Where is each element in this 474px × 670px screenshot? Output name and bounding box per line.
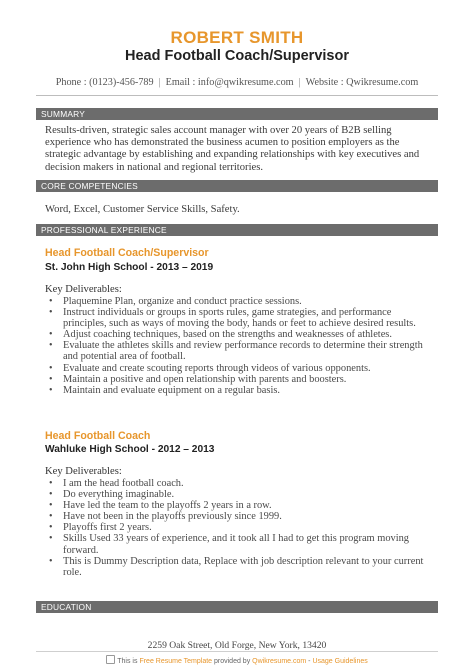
summary-heading: SUMMARY <box>36 108 438 120</box>
bullet-icon: • <box>49 478 53 489</box>
job-2-title: Head Football Coach <box>45 430 151 442</box>
bullet-icon: • <box>49 340 53 352</box>
list-item: • Playoffs first 2 years. <box>49 522 152 534</box>
bullet-icon: • <box>49 373 53 385</box>
bullet-icon: • <box>49 329 53 341</box>
qwikresume-link[interactable]: Qwikresume.com <box>252 658 307 665</box>
list-item: • Instruct individuals or groups in sports rules, game strategies, and performance principles, such as ways of moving the body, hands or feet to achieve desired results. <box>49 307 416 330</box>
job-2-deliverables-list <box>45 478 435 578</box>
list-item: • Adjust coaching techniques, based on the strengths and weaknesses of athletes. <box>49 329 392 341</box>
footer-links: This is Free Resume Template provided by Qwikresume.com - Usage Guidelines <box>0 655 474 665</box>
footer-divider <box>36 651 438 652</box>
website-text: Website : Qwikresume.com <box>305 77 419 88</box>
bullet-icon: • <box>49 533 53 545</box>
bullet-icon: • <box>49 555 53 567</box>
document-icon <box>106 655 115 664</box>
separator: | <box>158 77 161 88</box>
header-divider <box>36 95 438 96</box>
email-text: Email : info@qwikresume.com <box>165 77 294 88</box>
list-item: • This is Dummy Description data, Replace with job description relevant to your current role. <box>49 555 424 578</box>
job-2-deliverables-label: Key Deliverables: <box>45 466 122 477</box>
list-item: • Do everything imaginable. <box>49 489 175 501</box>
competencies-heading: CORE COMPETENCIES <box>36 180 438 192</box>
list-item: • Plaquemine Plan, organize and conduct practice sessions. <box>49 296 302 307</box>
contact-line <box>0 77 474 88</box>
competencies-text: Word, Excel, Customer Service Skills, Safety. <box>45 204 240 215</box>
bullet-icon: • <box>49 511 53 523</box>
list-item: • Maintain and evaluate equipment on a regular basis. <box>49 384 280 396</box>
bullet-icon: • <box>49 362 53 374</box>
usage-guidelines-link[interactable]: Usage Guidelines <box>312 658 368 665</box>
bullet-icon: • <box>49 384 53 396</box>
list-item: • Have not been in the playoffs previously since 1999. <box>49 511 282 523</box>
job-1-company: St. John High School - 2013 – 2019 <box>45 262 214 273</box>
bullet-icon: • <box>49 500 53 512</box>
candidate-name: ROBERT SMITH <box>170 28 304 47</box>
job-1-deliverables-label: Key Deliverables: <box>45 284 122 295</box>
bullet-icon: • <box>49 296 53 307</box>
list-item: • Maintain a positive and open relationship with parents and boosters. <box>49 373 347 385</box>
phone-text: Phone : (0123)-456-789 <box>55 77 154 88</box>
footer-address: 2259 Oak Street, Old Forge, New York, 13420 <box>147 640 327 651</box>
list-item: • Have led the team to the playoffs 2 years in a row. <box>49 500 272 512</box>
education-heading: EDUCATION <box>36 601 438 613</box>
job-1-deliverables-list <box>45 296 435 396</box>
bullet-icon: • <box>49 522 53 534</box>
bullet-icon: • <box>49 307 53 319</box>
list-item: • Evaluate and create scouting reports through videos of various opponents. <box>49 362 371 374</box>
job-1-title: Head Football Coach/Supervisor <box>45 247 209 259</box>
job-2-company: Wahluke High School - 2012 – 2013 <box>45 444 215 455</box>
experience-heading: PROFESSIONAL EXPERIENCE <box>36 224 438 236</box>
list-item: • Skills Used 33 years of experience, and it took all I had to get this program moving forward. <box>49 533 409 556</box>
summary-text: Results-driven, strategic sales account manager with over 20 years of B2B selling experience who has demonstrated the business acumen to position employers as the strategic advantage by establishing and expanding relationships with key executives and decision makers in national and regional territories. <box>45 125 420 173</box>
job-title-heading: Head Football Coach/Supervisor <box>125 48 349 64</box>
free-template-link[interactable]: Free Resume Template <box>139 658 213 665</box>
list-item: • I am the head football coach. <box>49 478 184 489</box>
bullet-icon: • <box>49 489 53 501</box>
list-item: • Evaluate the athletes skills and review performance records to determine their strength and potential area of football. <box>49 340 423 363</box>
separator: | <box>298 77 301 88</box>
